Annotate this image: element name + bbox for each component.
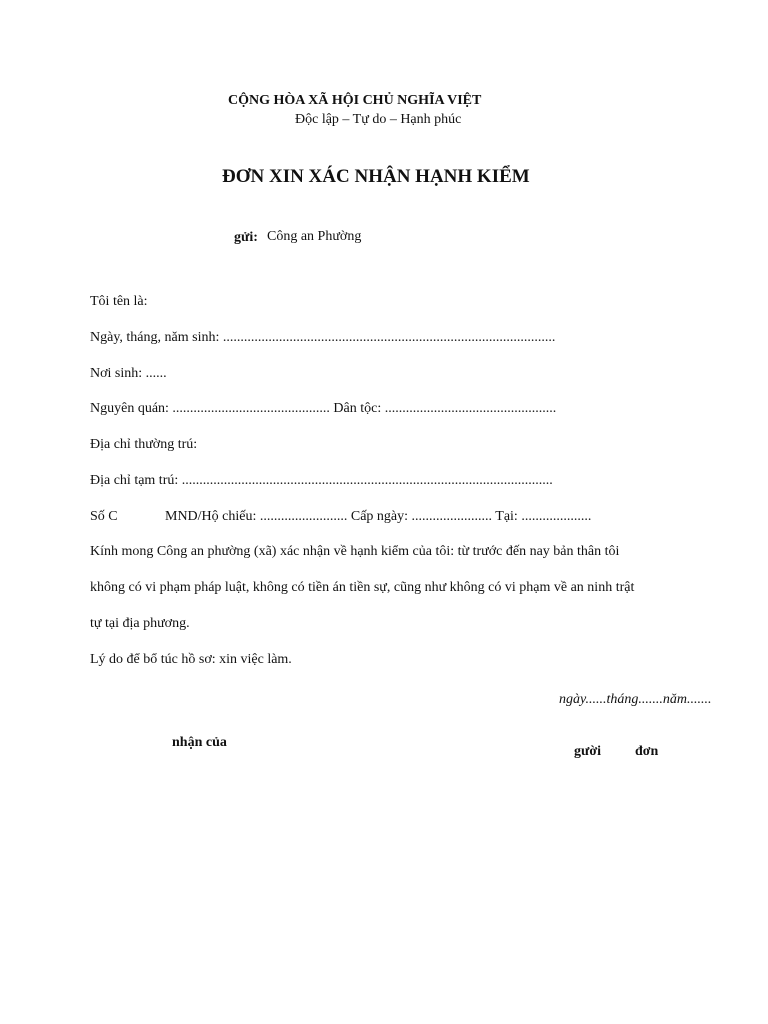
recipient-label: gửi:	[234, 230, 258, 245]
origin-ethnicity-field: Nguyên quán: ............................................. Dân tộc: .................................................	[90, 401, 557, 416]
permanent-address-field: Địa chỉ thường trú:	[90, 437, 198, 452]
dob-field: Ngày, tháng, năm sinh: ...............................................................................................	[90, 330, 556, 345]
body-line-3: tự tại địa phương.	[90, 616, 190, 631]
recipient-value: Công an Phường	[267, 229, 362, 244]
signature-right-word-2: đơn	[635, 744, 659, 759]
national-title: CỘNG HÒA XÃ HỘI CHỦ NGHĨA VIỆT	[228, 93, 482, 108]
birthplace-field: Nơi sinh: ......	[90, 366, 167, 381]
id-field: MND/Hộ chiếu: ......................... Cấp ngày: ....................... Tại: ....................	[165, 509, 592, 524]
national-motto: Độc lập – Tự do – Hạnh phúc	[295, 112, 462, 127]
id-field-prefix: Số C	[90, 509, 118, 524]
date-line: ngày......tháng.......năm.......	[559, 692, 712, 707]
body-line-2: không có vi phạm pháp luật, không có tiền án tiền sự, cũng như không có vi phạm về an ninh trật	[90, 580, 635, 595]
name-field: Tôi tên là:	[90, 294, 148, 309]
signature-right-word-1: gười	[574, 744, 602, 759]
reason-line: Lý do để bổ túc hồ sơ: xin việc làm.	[90, 652, 292, 667]
signature-left-label: nhận của	[172, 735, 227, 750]
body-line-1: Kính mong Công an phường (xã) xác nhận về hạnh kiểm của tôi: từ trước đến nay bản thân tôi	[90, 544, 620, 559]
document-title: ĐƠN XIN XÁC NHẬN HẠNH KIỂM	[222, 166, 530, 187]
temporary-address-field: Địa chỉ tạm trú: ..........................................................................................................	[90, 473, 553, 488]
